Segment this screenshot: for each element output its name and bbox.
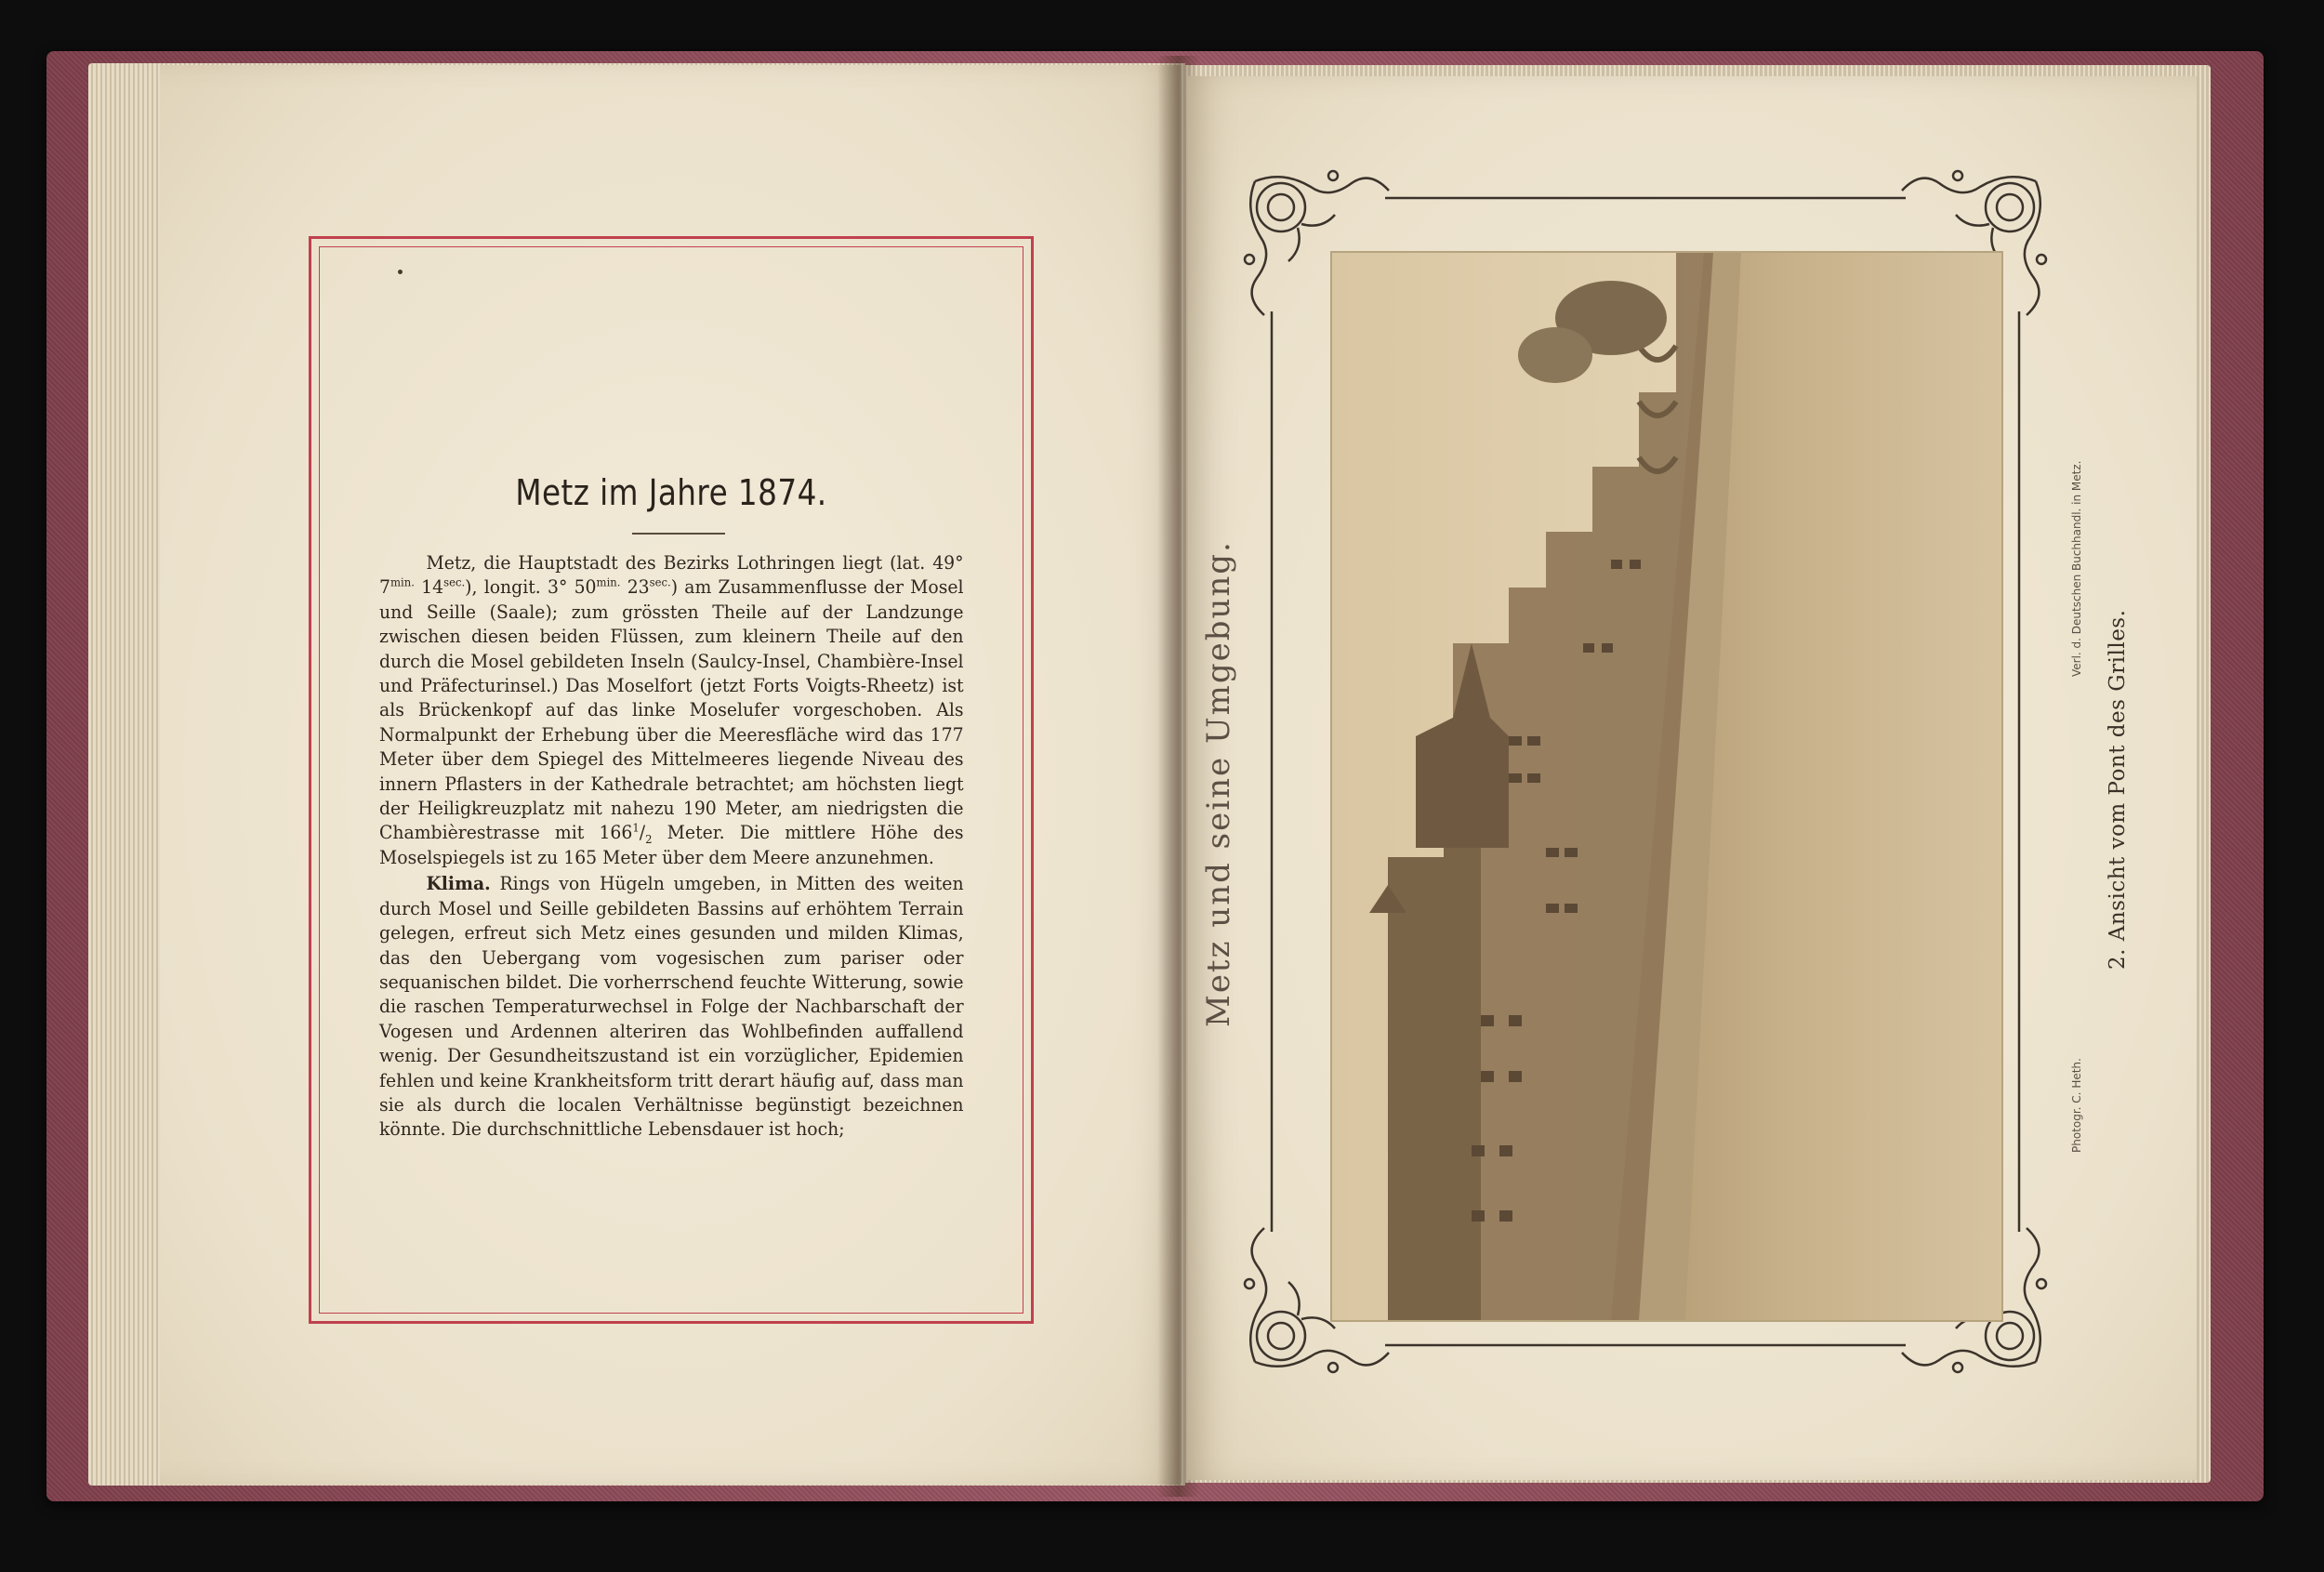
series-title: Metz und seine Umgebung. — [1200, 540, 1237, 1027]
plate-caption: 2. Ansicht vom Pont des Grilles. — [2106, 609, 2130, 970]
page-title: Metz im Jahre 1874. — [515, 472, 827, 513]
publisher-credit: Verl. d. Deutschen Buchhandl. in Metz. — [2070, 460, 2083, 677]
body-text — [379, 551, 964, 1143]
photograph-river-view — [1332, 253, 2001, 1320]
paragraph-location: Metz, die Hauptstadt des Bezirks Lothringen liegt (lat. 49° $7^{min.}$ $14^{sec.}$), longit. 3° $50^{min.}$ $23^{sec.}$) am Zusammenflusse der Mosel und Seille (Saale); zum grössten Theile auf der Landzunge zwischen diesen beiden Flüssen, zum kleinern Theile auf den durch die Mosel gebildeten Inseln (Saulcy-Insel, Chambière-Insel und Präfecturinsel.) Das Moselfort (jetzt Forts Voigts-Rheetz) ist als Brückenkopf auf das linke Moselufer vorgeschoben. Als Normalpunkt der Erhebung über die Meeresfläche wird das 177 Meter über dem Spiegel des Mittelmeeres liegende Niveau des innern Pflasters in der Kathedrale betrachtet; am höchsten liegt der Heiligkreuzplatz mit nahezu 190 Meter, am niedrigsten die Chambièrestrasse mit $166^1/_2$ Meter. Die mittlere Höhe des Moselspiegels ist zu 165 Meter über dem Meere anzunehmen. — [379, 552, 964, 868]
photo-image — [1332, 253, 2001, 1320]
photographer-credit: Photogr. C. Heth. — [2070, 1058, 2083, 1153]
ink-dot — [398, 270, 403, 274]
paragraph-klima: Klima. Rings von Hügeln umgeben, in Mitten des weiten durch Mosel und Seille gebildeten Bassins auf erhöhtem Terrain gelegen, erfreut sich Metz eines gesunden und milden Klimas, das den Uebergang vom vogesischen zum pariser oder sequanischen bildet. Die vorherrschend feuchte Witterung, sowie die raschen Temperaturwechsel in Folge der Nachbarschaft der Vogesen und Ardennen alteriren das Wohlbefinden auffallend wenig. Der Gesundheitszustand ist ein vorzüglicher, Epidemien fehlen und keine Krankheitsform tritt derart häufig auf, dass man sie als durch die localen Verhältnisse begünstigt bezeichnen könnte. Die durchschnittliche Lebensdauer ist hoch; — [379, 873, 964, 1141]
title-rule — [632, 533, 725, 535]
